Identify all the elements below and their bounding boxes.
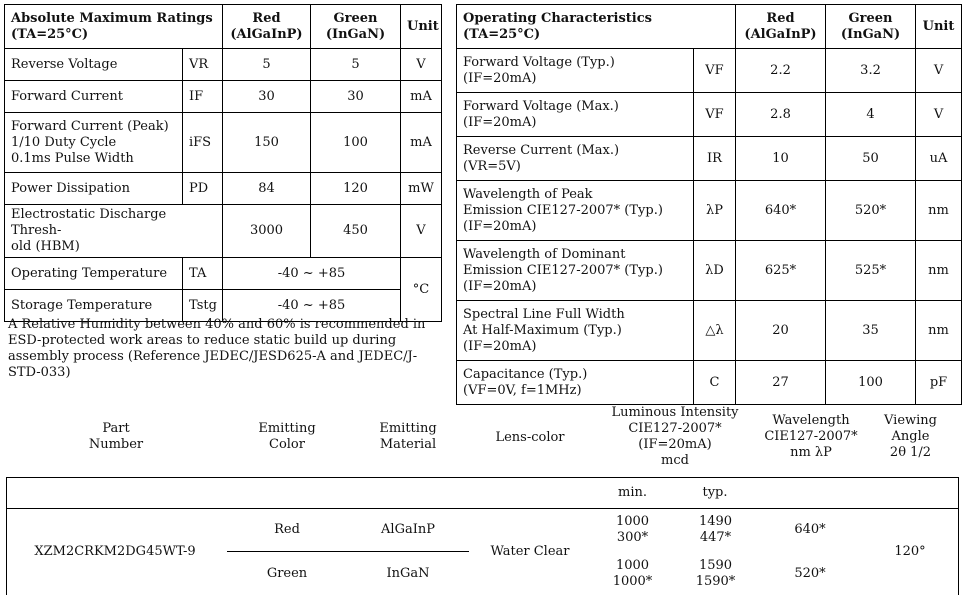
table-row <box>5 49 442 81</box>
param-cell: Spectral Line Full Width At Half-Maximum (Typ.) (IF=20mA) <box>457 301 694 361</box>
abs-condition: (TA=25°C) <box>11 26 89 42</box>
red-value: 2.2 <box>736 49 826 93</box>
red-value: 27 <box>736 361 826 405</box>
temp-unit-cell: °C <box>401 258 442 322</box>
red-value: 3000 <box>223 205 311 258</box>
table-row <box>457 49 962 93</box>
unit-cell: nm <box>916 241 962 301</box>
green-value: 35 <box>826 301 916 361</box>
viewing-angle: 120° <box>894 544 926 559</box>
green-value: 50 <box>826 137 916 181</box>
param-cell: Forward Current (Peak) 1/10 Duty Cycle 0.1ms Pulse Width <box>5 113 183 173</box>
unit-cell: nm <box>916 181 962 241</box>
param-cell: Power Dissipation <box>5 173 183 205</box>
green-value: 3.2 <box>826 49 916 93</box>
op-title-cell <box>457 5 736 49</box>
range-value: -40 ~ +85 <box>223 290 401 322</box>
min-intensity: 1000 1000* <box>612 558 653 589</box>
abs-title: Absolute Maximum Ratings <box>11 10 213 26</box>
param-cell: Forward Current <box>5 81 183 113</box>
op-title: Operating Characteristics <box>463 10 652 26</box>
operating-characteristics-table <box>456 4 962 405</box>
peak-wavelength: 520* <box>794 566 826 581</box>
param-cell: Forward Voltage (Typ.) (IF=20mA) <box>457 49 694 93</box>
symbol-cell: iFS <box>183 113 223 173</box>
absolute-max-ratings-table <box>4 4 442 322</box>
abs-green-header: Green (InGaN) <box>311 5 401 49</box>
unit-cell: uA <box>916 137 962 181</box>
unit-cell: V <box>916 93 962 137</box>
param-cell: Reverse Voltage <box>5 49 183 81</box>
luminous-intensity-header: Luminous Intensity CIE127-2007* (IF=20mA) mcd <box>611 405 739 468</box>
symbol-cell: IR <box>694 137 736 181</box>
param-cell: Forward Voltage (Max.) (IF=20mA) <box>457 93 694 137</box>
op-unit-header: Unit <box>916 5 962 49</box>
param-cell: Wavelength of Dominant Emission CIE127-2007* (Typ.) (IF=20mA) <box>457 241 694 301</box>
symbol-cell: λP <box>694 181 736 241</box>
peak-wavelength: 640* <box>794 522 826 537</box>
symbol-cell: VF <box>694 49 736 93</box>
table-row <box>5 173 442 205</box>
param-cell: Operating Temperature <box>5 258 183 290</box>
green-value: 120 <box>311 173 401 205</box>
part-number: XZM2CRKM2DG45WT-9 <box>34 544 196 559</box>
symbol-cell: IF <box>183 81 223 113</box>
unit-cell: mA <box>401 81 442 113</box>
param-cell: Reverse Current (Max.) (VR=5V) <box>457 137 694 181</box>
green-value: 100 <box>311 113 401 173</box>
emitting-color-header: Emitting Color <box>258 421 316 452</box>
unit-cell: mA <box>401 113 442 173</box>
abs-unit-header: Unit <box>401 5 442 49</box>
emitting-color: Red <box>274 522 300 537</box>
green-value: 450 <box>311 205 401 258</box>
symbol-cell: C <box>694 361 736 405</box>
abs-red-header: Red (AlGaInP) <box>223 5 311 49</box>
unit-cell: V <box>401 205 442 258</box>
typ-intensity: 1590 1590* <box>695 558 736 589</box>
humidity-note: A Relative Humidity between 40% and 60% is recommended in ESD-protected work areas to reduce static build up during assembly process (Reference JEDEC/JESD625-A and JEDEC/J-STD-033) <box>8 317 426 380</box>
symbol-cell: VF <box>694 93 736 137</box>
param-cell: Storage Temperature <box>5 290 183 322</box>
table-row <box>457 181 962 241</box>
row-divider <box>227 551 469 552</box>
unit-cell: mW <box>401 173 442 205</box>
green-value: 100 <box>826 361 916 405</box>
green-value: 525* <box>826 241 916 301</box>
op-red-header: Red (AlGaInP) <box>736 5 826 49</box>
red-value: 150 <box>223 113 311 173</box>
table-row <box>5 81 442 113</box>
lens-color: Water Clear <box>490 544 570 559</box>
table-row <box>5 205 442 258</box>
table-row <box>457 241 962 301</box>
red-value: 30 <box>223 81 311 113</box>
symbol-cell: Tstg <box>183 290 223 322</box>
symbol-cell: PD <box>183 173 223 205</box>
viewing-angle-header: Viewing Angle 2θ 1/2 <box>884 413 937 460</box>
red-value: 10 <box>736 137 826 181</box>
part-number-header: Part Number <box>88 421 144 452</box>
green-value: 5 <box>311 49 401 81</box>
typ-label: typ. <box>702 485 728 500</box>
unit-cell: nm <box>916 301 962 361</box>
symbol-cell: △λ <box>694 301 736 361</box>
unit-cell: pF <box>916 361 962 405</box>
red-value: 2.8 <box>736 93 826 137</box>
op-condition: (TA=25°C) <box>463 26 541 42</box>
emitting-color: Green <box>266 566 308 581</box>
table-row <box>457 137 962 181</box>
op-green-header: Green (InGaN) <box>826 5 916 49</box>
table-row <box>457 93 962 137</box>
emitting-material: AlGaInP <box>381 522 435 537</box>
table-row <box>457 361 962 405</box>
green-value: 520* <box>826 181 916 241</box>
red-value: 5 <box>223 49 311 81</box>
symbol-cell: VR <box>183 49 223 81</box>
min-label: min. <box>618 485 647 500</box>
param-cell: Electrostatic Discharge Thresh- old (HBM) <box>5 205 223 258</box>
red-value: 84 <box>223 173 311 205</box>
symbol-cell: TA <box>183 258 223 290</box>
param-cell: Wavelength of Peak Emission CIE127-2007* (Typ.) (IF=20mA) <box>457 181 694 241</box>
subheader-divider <box>6 508 959 509</box>
emitting-material-header: Emitting Material <box>379 421 437 452</box>
table-row <box>457 301 962 361</box>
symbol-cell: λD <box>694 241 736 301</box>
green-value: 4 <box>826 93 916 137</box>
red-value: 640* <box>736 181 826 241</box>
green-value: 30 <box>311 81 401 113</box>
wavelength-header: Wavelength CIE127-2007* nm λP <box>764 413 858 460</box>
emitting-material: InGaN <box>386 566 430 581</box>
unit-cell: V <box>916 49 962 93</box>
param-cell: Capacitance (Typ.) (VF=0V, f=1MHz) <box>457 361 694 405</box>
unit-cell: V <box>401 49 442 81</box>
abs-title-cell <box>5 5 223 49</box>
lens-color-header: Lens-color <box>495 430 565 445</box>
typ-intensity: 1490 447* <box>698 514 733 545</box>
range-value: -40 ~ +85 <box>223 258 401 290</box>
table-row <box>5 258 442 290</box>
red-value: 625* <box>736 241 826 301</box>
red-value: 20 <box>736 301 826 361</box>
min-intensity: 1000 300* <box>615 514 650 545</box>
table-row <box>5 113 442 173</box>
